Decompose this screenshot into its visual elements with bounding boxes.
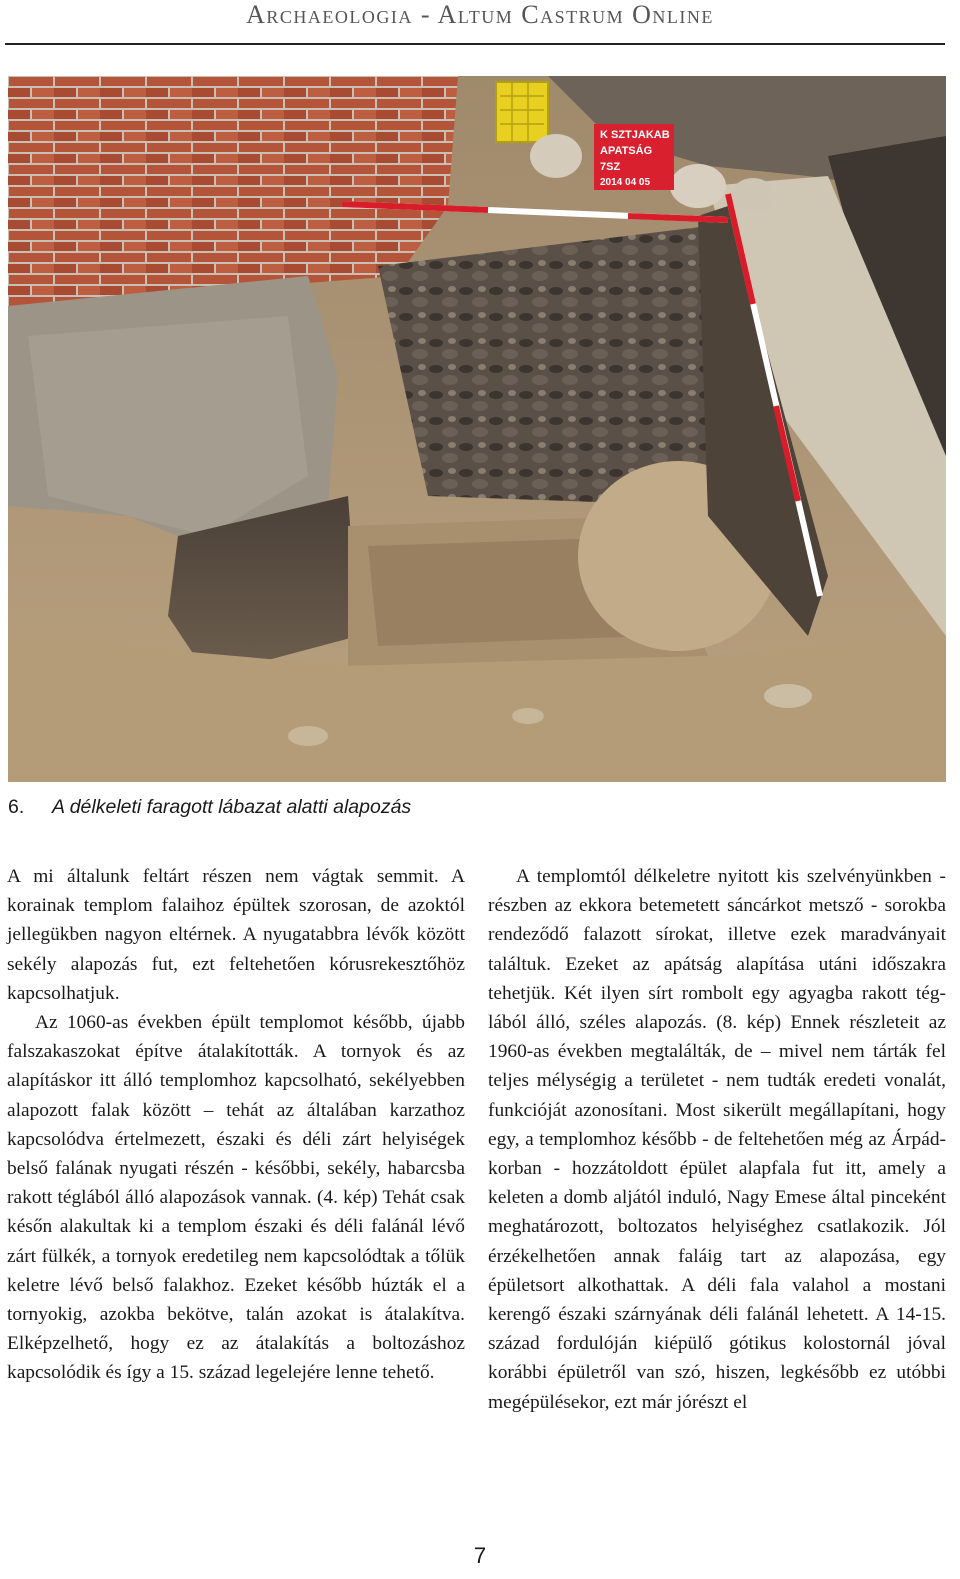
caption-text: A délkeleti faragott lábazat alatti alapozás <box>52 796 412 818</box>
paragraph: Az 1060-as években épült templomot később, újabb falszakaszokat építve átalakították. A tornyok és az alapításkor itt álló templomhoz kapcsolható, sekélyebben alapozott falak között – tehát az általában karzathoz kapcsolódva értelmezett, északi és déli zárt helyiségek belső falának nyugati részén - későbbi, sekély, habarcsba rakott téglából álló alapozások vannak. (4. kép) Tehát csak későn alakultak ki a templom északi és déli falánál lévő zárt fülkék, a tornyok eredetileg nem kapcsolódtak a tőlük keletre lévő belső falakhoz. Ezeket később húzták el a tornyokig, azokba bekötve, talán azokat is átalakítva. Elképzelhető, hogy ez az átalakítás a boltozáshoz kapcsolódik és így a 15. század legelejére lenne tehető. <box>7 1012 465 1384</box>
excavation-photo-illustration <box>8 76 946 782</box>
left-text-column <box>7 862 465 1388</box>
page-header <box>0 0 960 46</box>
sign-line-4: 2014 04 05 <box>600 177 651 188</box>
figure-caption <box>8 796 411 819</box>
paragraph: A mi általunk feltárt részen nem vágtak semmit. A korainak templom falaihoz épültek szorosan, de azoktól jellegükben nagyon eltérnek. A nyugatabbra lévők között sekély alapozás fut, ezt feltehetően kórusrekesztőhöz kapcsolhatjuk. <box>7 866 465 1004</box>
running-title: Archaeologia - Altum Castrum Online <box>246 0 714 29</box>
right-text-column <box>488 862 946 1417</box>
sign-line-3: 7SZ <box>600 161 621 173</box>
paragraph: A templomtól délkeletre nyitott kis szelvényünkben - részben az ekkora betemetett sáncárkot metsző - sorokba rendeződő falazott sírokat, illetve ezek maradványait találtuk. Ezeket az apátság alapítása utáni időszakra tehetjük. Két ilyen sírt rombolt egy agyagba rakott téglából álló, széles alapozás. (8. kép) Ennek részleteit az 1960-as években megtalálták, de – mivel nem tárták fel teljes mélységig a területet - nem tudták eredeti vonalát, funkcióját azonosítani. Most sikerült megállapítani, hogy egy, a templomhoz később - de feltehetően még az Árpád-korban - hozzátoldott épület alapfala fut itt, amely a keleten a domb aljától induló, Nagy Emese által pinceként meghatározott, boltozatos helyiséghez csatlakozik. Jól érzékelhetően annak faláig tart az alapozása, egy épületsort alkothattak. A déli fala valahol a mostani kerengő északi szárnyának déli falánál lehetett. A 14-15. század fordulóján kiépülő gótikus kolostornál jóval korábbi épületről van szó, hiszen, legkésőbb ez utóbbi megépülésekor, ezt már jórészt el <box>488 866 946 1413</box>
sign-line-2: APATSÁG <box>600 145 653 157</box>
page-number: 7 <box>473 1543 487 1568</box>
header-divider <box>5 43 945 45</box>
sign-line-1: K SZTJAKAB <box>600 129 670 141</box>
caption-number: 6. <box>8 796 25 818</box>
excavation-photo <box>8 76 946 782</box>
